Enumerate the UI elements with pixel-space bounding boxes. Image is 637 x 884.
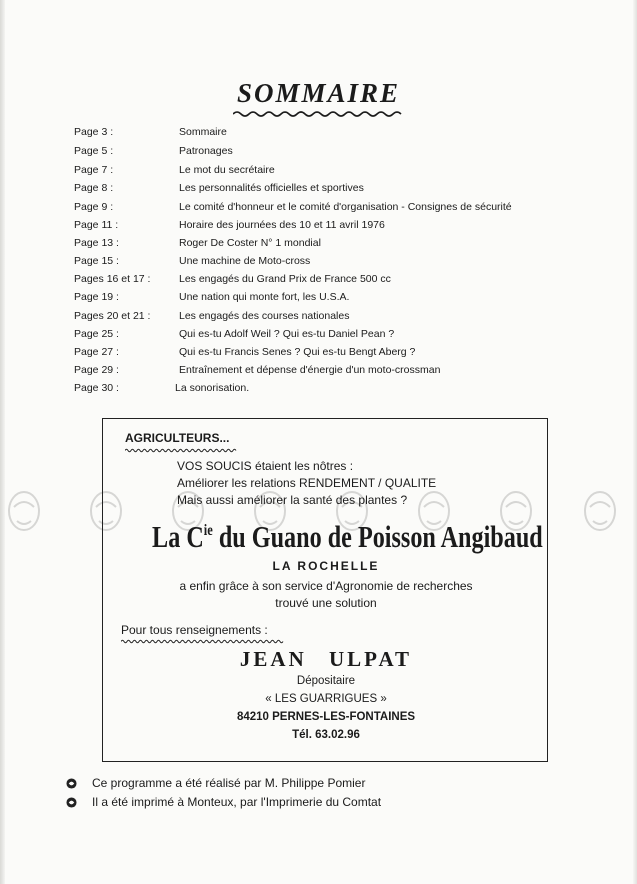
toc-entry-title: Une nation qui monte fort, les U.S.A. <box>179 291 350 303</box>
page-title: SOMMAIRE <box>236 78 401 108</box>
toc-entry-title: Horaire des journées des 10 et 11 avril 1976 <box>179 219 385 231</box>
credit-text: Il a été imprimé à Monteux, par l'Imprimerie du Comtat <box>92 795 382 809</box>
toc-page-number: Page 30 : <box>74 382 119 394</box>
toc-entry-title: Les engagés des courses nationales <box>179 310 350 322</box>
ad-contact-name: JEAN ULPAT <box>239 647 413 671</box>
ad-heading-underline-wave <box>125 448 237 453</box>
ad-line: VOS SOUCIS étaient les nôtres : <box>177 459 354 473</box>
toc-page-number: Page 15 : <box>74 255 119 267</box>
advertisement-box <box>102 418 548 762</box>
bullet-icon <box>66 797 77 808</box>
ad-brand-name <box>152 519 543 555</box>
toc-entry-title: Patronages <box>179 145 233 157</box>
ad-heading: AGRICULTEURS... <box>125 431 230 445</box>
toc-entry-title: Qui es-tu Francis Senes ? Qui es-tu Bengt Aberg ? <box>179 346 416 358</box>
watermark-face-icon <box>580 485 620 545</box>
toc-page-number: Page 19 : <box>74 291 119 303</box>
bullet-icon <box>66 778 77 789</box>
page-edge-right <box>633 0 637 884</box>
ad-contact-phone: Tél. 63.02.96 <box>292 729 360 741</box>
ad-solution-line: trouvé une solution <box>275 596 377 610</box>
toc-page-number: Page 8 : <box>74 182 114 194</box>
toc-entry-title: Sommaire <box>179 126 227 138</box>
toc-entry-title: Le mot du secrétaire <box>179 164 275 176</box>
ad-contact-place: « LES GUARRIGUES » <box>265 693 387 705</box>
ad-contact-city: 84210 PERNES-LES-FONTAINES <box>236 711 416 723</box>
ad-brand-city: LA ROCHELLE <box>272 559 380 573</box>
toc-page-number: Pages 20 et 21 : <box>74 310 151 322</box>
toc-page-number: Page 25 : <box>74 328 119 340</box>
toc-entry-title: Entraînement et dépense d'énergie d'un moto-crossman <box>179 364 441 376</box>
toc-page-number: Pages 16 et 17 : <box>74 273 151 285</box>
page-edge-left <box>0 0 5 884</box>
ad-line: Mais aussi améliorer la santé des plantes ? <box>177 493 408 507</box>
toc-page-number: Page 3 : <box>74 126 114 138</box>
toc-entry-title: Qui es-tu Adolf Weil ? Qui es-tu Daniel Pean ? <box>179 328 395 340</box>
credit-text: Ce programme a été réalisé par M. Philippe Pomier <box>92 776 366 790</box>
toc-page-number: Page 5 : <box>74 145 114 157</box>
title-underline-wave <box>233 110 403 118</box>
ad-info-underline-wave <box>121 639 285 644</box>
toc-entry-title: Une machine de Moto-cross <box>179 255 311 267</box>
toc-page-number: Page 11 : <box>74 219 119 231</box>
toc-page-number: Page 9 : <box>74 201 114 213</box>
toc-entry-title: Roger De Coster N° 1 mondial <box>179 237 321 249</box>
ad-info-label: Pour tous renseignements : <box>121 623 268 637</box>
toc-entry-title: Les engagés du Grand Prix de France 500 cc <box>179 273 391 285</box>
brand-suffix: du Guano de Poisson Angibaud <box>212 519 543 554</box>
toc-page-number: Page 29 : <box>74 364 119 376</box>
brand-superscript: ie <box>203 522 213 539</box>
toc-entry-title: Le comité d'honneur et le comité d'organisation - Consignes de sécurité <box>179 201 512 213</box>
ad-contact-role: Dépositaire <box>296 675 356 687</box>
ad-line: Améliorer les relations RENDEMENT / QUALITE <box>177 476 437 490</box>
toc-entry-title: Les personnalités officielles et sportives <box>179 182 364 194</box>
toc-page-number: Page 7 : <box>74 164 114 176</box>
watermark-face-icon <box>4 485 44 545</box>
toc-page-number: Page 27 : <box>74 346 119 358</box>
brand-prefix: La C <box>152 519 204 554</box>
toc-page-number: Page 13 : <box>74 237 119 249</box>
toc-entry-title: La sonorisation. <box>175 382 250 394</box>
ad-solution-line: a enfin grâce à son service d'Agronomie de recherches <box>179 579 473 593</box>
